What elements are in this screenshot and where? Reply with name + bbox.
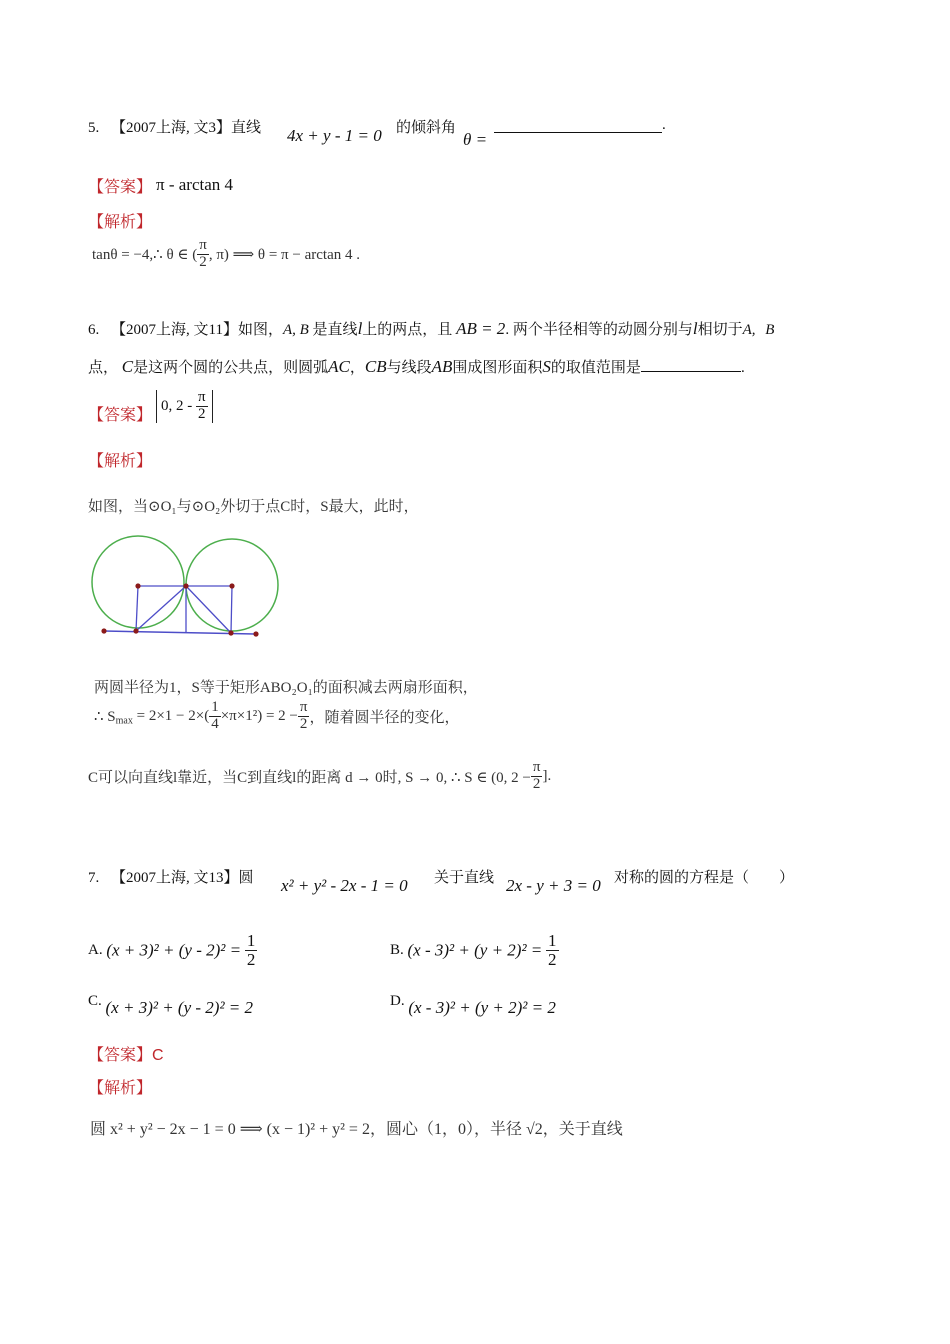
q6-sol-line3: ∴ $S_{max} = 2\times 1 - 2\times$( $\frac{1}{4}$ ×π×1²) = 2 − $\frac{\pi}{2}$ ，随着圆半径的变化， — [94, 699, 460, 732]
q7-answer: C — [152, 1047, 164, 1064]
q6-stem-line2: 点， C是这两个圆的公共点，则圆弧AC，CB与线段AB围成图形面积S的取值范围是 . — [88, 357, 745, 376]
q6-analysis-label: 【解析】 — [88, 453, 153, 470]
q5-text2: 的倾斜角 — [396, 120, 457, 136]
segment — [136, 586, 138, 631]
q7-t3: 对称的圆的方程是（ ） — [614, 870, 795, 886]
q5-theta: θ = — [463, 130, 488, 149]
point — [229, 583, 234, 588]
point — [101, 628, 106, 633]
point — [135, 583, 140, 588]
q6-stem-line1: 6. 【2007上海, 文11】如图，A, B 是直线l上的两点，且 AB = 2. 两个半径相等的动圆分别与l相切于A, B — [88, 319, 775, 338]
q5-source: 【2007上海, 文3】 — [111, 120, 232, 136]
point — [253, 631, 258, 636]
q6-figure — [90, 530, 290, 642]
q7-option-c[interactable]: C. (x + 3)² + (y - 2)² = 2 — [88, 993, 254, 1017]
q7-eq1: x² + y² - 2x - 1 = 0 — [281, 876, 408, 895]
q6-answer: 0, 2 - $\frac{\pi}{2}$ — [156, 390, 213, 423]
q5-solution: tanθ = −4,∴ θ ∈ ( $\frac{\pi}{2}$ , π) ⟹ θ = π − arctan 4 . — [92, 237, 360, 270]
q6-sol-line2: 两圆半径为1，S等于矩形ABO₂O₁的面积减去两扇形面积， — [94, 680, 478, 696]
q5-analysis-label: 【解析】 — [88, 214, 153, 231]
q7-eq2: 2x - y + 3 = 0 — [506, 876, 601, 895]
q6-answer-label: 【答案】 — [88, 407, 153, 424]
q7-t2: 关于直线 — [434, 870, 495, 886]
q5-stem: 5. 【2007上海, 文3】直线 — [88, 120, 262, 136]
q6-sol-line1: 如图，当⊙O₁与⊙O₂外切于点C时，S最大，此时， — [88, 499, 419, 515]
q5-answer-label: 【答案】 — [88, 179, 153, 196]
q7-stem-a: 7. 【2007上海, 文13】圆 — [88, 870, 254, 886]
q7-option-a[interactable]: A. (x + 3)² + (y - 2)² = $\frac{1}{2}$ — [88, 931, 256, 969]
segment — [136, 586, 186, 631]
q6-sol-line4: C可以向直线l靠近，当C到直线l的距离 d → 0时, S → 0, ∴ S ∈ (0, 2 − $\frac{\pi}{2}$ ]. — [88, 759, 552, 792]
q7-option-d[interactable]: D. (x - 3)² + (y + 2)² = 2 — [390, 993, 556, 1017]
q7-analysis-label: 【解析】 — [88, 1080, 153, 1097]
circle-o1 — [92, 536, 184, 628]
q5-blank — [494, 118, 662, 133]
point — [183, 583, 188, 588]
q7-solution: 圆 x² + y² − 2x − 1 = 0 ⟹ (x − 1)² + y² = 2，圆心（1，0），半径 √2，关于直线 — [90, 1121, 623, 1138]
point — [228, 630, 233, 635]
q7-answer-label: 【答案】C — [88, 1047, 164, 1064]
q5-answer: π - arctan 4 — [156, 175, 234, 194]
q5-number: 5. — [88, 120, 100, 136]
q5-equation: 4x + y - 1 = 0 — [287, 126, 382, 145]
point — [133, 628, 138, 633]
q7-option-b[interactable]: B. (x - 3)² + (y + 2)² = $\frac{1}{2}$ — [390, 931, 557, 969]
